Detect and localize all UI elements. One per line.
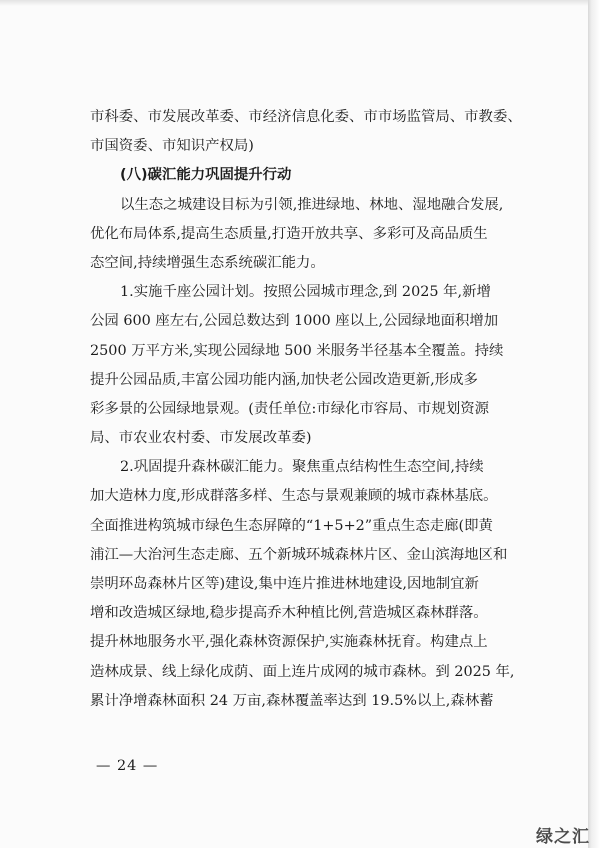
- text-line: 公园 600 座左右,公园总数达到 1000 座以上,公园绿地面积增加: [90, 313, 499, 330]
- scan-top-shadow: [0, 0, 588, 6]
- watermark-logo: 绿之汇: [536, 827, 590, 847]
- document-body: [90, 103, 550, 716]
- text-line: 崇明环岛森林片区等)建设,集中连片推进林地建设,因地制宜新: [90, 576, 479, 592]
- text-line: 提升林地服务水平,强化森林资源保护,实施森林抚育。构建点上: [90, 634, 488, 651]
- page-edge-shadow: [588, 0, 600, 848]
- section-heading: (八)碳汇能力巩固提升行动: [120, 167, 292, 184]
- text-line: 2500 万平方米,实现公园绿地 500 米服务半径基本全覆盖。持续: [90, 342, 504, 359]
- paragraph-start: 以生态之城建设目标为引领,推进绿地、林地、湿地融合发展,: [120, 196, 504, 213]
- paragraph-start: 1.实施千座公园计划。按照公园城市理念,到 2025 年,新增: [120, 284, 491, 301]
- text-line: 提升公园品质,丰富公园功能内涵,加快老公园改造更新,形成多: [90, 371, 478, 388]
- text-line: 浦江—大治河生态走廊、五个新城环城森林片区、金山滨海地区和: [90, 546, 508, 563]
- text-line: 加大造林力度,形成群落多样、生态与景观兼顾的城市森林基底。: [90, 488, 498, 505]
- page-number: — 24 —: [96, 758, 159, 774]
- text-line: 局、市农业农村委、市发展改革委): [90, 430, 312, 447]
- text-line: 优化布局体系,提高生态质量,打造开放共享、多彩可及高品质生: [90, 225, 488, 242]
- text-line: 全面推进构筑城市绿色生态屏障的“1+5+2”重点生态走廊(即黄: [90, 517, 493, 534]
- text-line: 市科委、市发展改革委、市经济信息化委、市市场监管局、市教委、: [90, 109, 522, 125]
- text-line: 态空间,持续增强生态系统碳汇能力。: [90, 254, 325, 271]
- paragraph-start: 2.巩固提升森林碳汇能力。聚焦重点结构性生态空间,持续: [120, 459, 484, 476]
- text-line: 增和改造城区绿地,稳步提高乔木种植比例,营造城区森林群落。: [90, 605, 488, 622]
- text-line: 累计净增森林面积 24 万亩,森林覆盖率达到 19.5%以上,森林蓄: [90, 692, 494, 709]
- text-line: 造林成景、线上绿化成荫、面上连片成网的城市森林。到 2025 年,: [90, 663, 515, 680]
- text-line: 彩多景的公园绿地景观。(责任单位:市绿化市容局、市规划资源: [90, 400, 490, 417]
- text-line: 市国资委、市知识产权局): [90, 138, 254, 155]
